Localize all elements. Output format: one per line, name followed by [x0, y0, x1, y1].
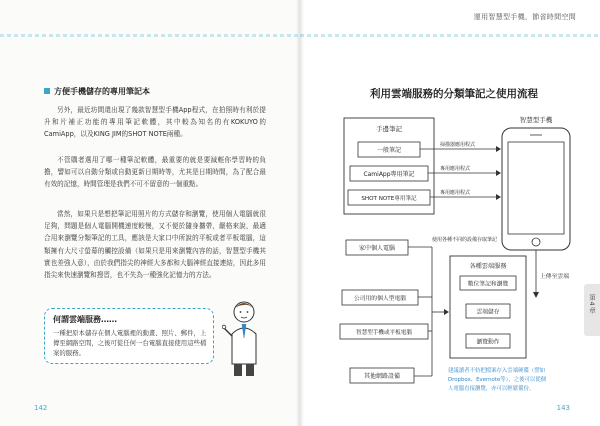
arrowhead-icon	[444, 309, 449, 315]
caption-line-1: 建議讀者不妨把檔案存入雲端硬碟（譬如	[448, 368, 546, 374]
cloud-notes-flow-diagram	[300, 0, 600, 426]
section-title-text: 方便手機儲存的專用筆記本	[54, 87, 150, 96]
chapter-tab	[584, 284, 600, 336]
cloud-item-label-3: 瀏覽動作	[476, 339, 500, 346]
callout-title: 何謂雲端服務……	[53, 315, 117, 324]
paragraph-1: 另外，最近坊間還出現了幾款智慧型手機App程式，在拍照時有利於提升和片補正功能的專用筆記軟體，其中較為知名的有KOKUYO的 CamiApp，以及KING JIM的SHOT NOTE兩種。	[44, 106, 266, 139]
square-bullet-icon	[44, 88, 50, 94]
arrowhead-icon	[496, 170, 501, 176]
arrowhead-icon	[533, 292, 539, 298]
app-label-shotnote: 專用應用程式	[440, 190, 471, 196]
notebook-label-camiapp: CamiApp專用筆記	[363, 171, 415, 178]
header-rule	[0, 34, 300, 37]
access-note: 使用各種不同的設備存取筆記	[432, 237, 498, 243]
device-label-office-pc: 公司用的個人型電腦	[353, 296, 407, 302]
notebook-label-general: 一般筆記	[376, 147, 402, 154]
paragraph-2: 不管購者選用了哪一種筆記軟體，最重要的就是要減輕你學習時的負擔，譬如可以自動分類或自動更新日期時等，尤其是日期時間，為了配合最有效的記憶，時間管理是我們不可不留意的一個重點。	[44, 156, 266, 189]
caption-line-2: Dropbox、Evernote等），之後可以從個	[448, 377, 547, 383]
smartphone-screen	[508, 142, 564, 234]
cloud-item-label-1: 數位筆記和瀏覽	[467, 281, 509, 288]
diagram-title: 利用雲端服務的分類筆記之使用流程	[370, 88, 538, 100]
caption-line-3: 人電腦直接瀏覽，亦可以輕鬆備份。	[448, 386, 535, 392]
cloud-item-label-2: 雲端儲存	[476, 309, 500, 316]
page-number-left: 142	[34, 404, 48, 412]
pointing-person-illustration	[222, 298, 266, 378]
device-label-mobile: 智慧型手機或平板電腦	[356, 330, 412, 336]
app-label-scanner: 掃描器應用程式	[440, 142, 476, 148]
callout-box	[44, 308, 214, 364]
book-spine-shadow	[296, 0, 304, 426]
notebook-label-shotnote: SHOT NOTE專用筆記	[361, 196, 417, 202]
paragraph-3: 當然，如果只是想把筆記用照片的方式儲存和瀏覽，使用個人電腦就很足夠，問題是個人電腦開機速度較慢，又不便於隨身攜帶，嚴格來說，最適合用來瀏覽分類筆記的工具，應該是大家口中所說的平板或者平板電腦，這類擁有大尺寸螢幕的觸控設備（如果只是用來瀏覽內容的話，智慧型手機其實也差強人意），由於我們指尖的神經大多都和大腦神經直接連結，因此多用指尖來快速瀏覽和搜習，也不失為一種強化記憶力的方法。	[44, 210, 266, 280]
cloud-heading: 各種雲端服務	[469, 263, 507, 270]
phone-label: 智慧型手機	[519, 116, 553, 124]
page-number-right: 143	[556, 404, 570, 412]
device-label-home-pc: 家中個人電腦	[358, 245, 396, 252]
chapter-tab-label: 第4章	[588, 294, 596, 315]
app-label-camiapp: 專用應用程式	[440, 166, 471, 172]
section-title	[44, 86, 150, 97]
home-button-icon	[532, 238, 540, 246]
device-label-other: 其他網路設備	[363, 373, 401, 380]
notebooks-heading: 手邊筆記	[376, 125, 402, 133]
upload-label: 上傳至雲端	[540, 274, 569, 280]
arrowhead-icon	[496, 194, 501, 200]
right-page	[300, 0, 600, 426]
arrowhead-icon	[496, 146, 501, 152]
callout-text: 一種把原本儲存在個人電腦裡的動畫、照片、郵件，上傳至網路空間，之後可從任何一台電腦直接使用這些檔案的服務。	[53, 329, 207, 357]
running-header: 運用智慧型手機，節省時間空間	[473, 13, 576, 21]
